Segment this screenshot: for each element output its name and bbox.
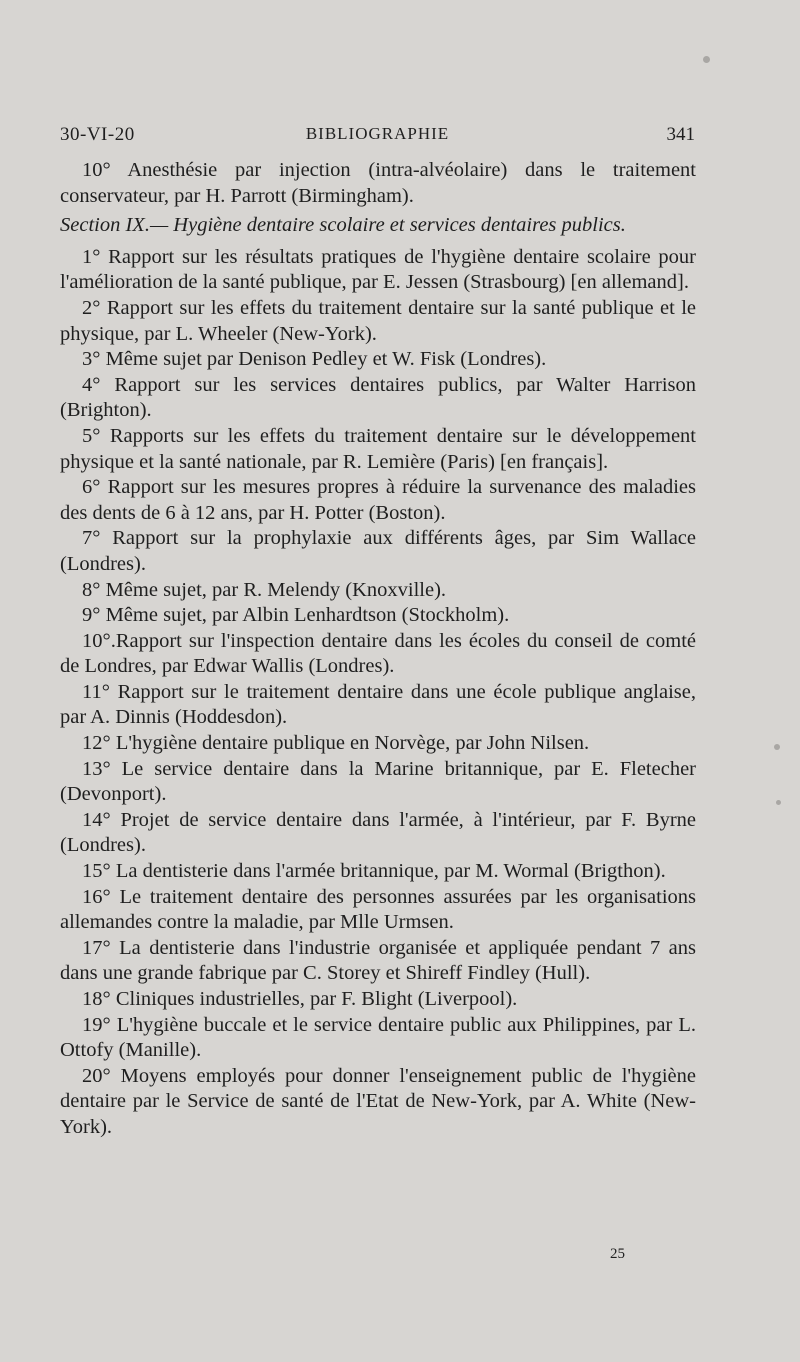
bibliography-entry: 10° Anesthésie par injection (intra-alvéolaire) dans le traitement conservateur, par H. Parrott (Birmingham). <box>60 159 696 207</box>
bibliography-entry: 9° Même sujet, par Albin Lenhardtson (Stockholm). <box>82 604 510 627</box>
section-heading: Section IX.— Hygiène dentaire scolaire et services dentaires publics. <box>60 214 626 237</box>
bibliography-entry: 4° Rapport sur les services dentaires publics, par Walter Harrison (Brighton). <box>60 373 696 422</box>
signature-mark: 25 <box>610 1246 625 1262</box>
bibliography-entry: 19° L'hygiène buccale et le service dentaire public aux Philippines, par L. Ottofy (Manille). <box>60 1013 696 1062</box>
bibliography-entry: 15° La dentisterie dans l'armée britannique, par M. Wormal (Brigthon). <box>82 860 666 883</box>
ink-spot <box>703 56 710 63</box>
bibliography-entry: 1° Rapport sur les résultats pratiques de l'hygiène dentaire scolaire pour l'amélioration de la santé publique, par E. Jessen (Strasbourg) [en allemand]. <box>60 245 696 294</box>
bibliography-entry: 18° Cliniques industrielles, par F. Blight (Liverpool). <box>82 988 518 1010</box>
bibliography-entry: 13° Le service dentaire dans la Marine britannique, par E. Fletecher (Devonport). <box>60 757 696 806</box>
page-body <box>60 158 696 1141</box>
bibliography-entry: 14° Projet de service dentaire dans l'armée, à l'intérieur, par F. Byrne (Londres). <box>60 808 696 857</box>
running-header <box>60 124 695 148</box>
bibliography-entry: 5° Rapports sur les effets du traitement dentaire sur le développement physique et la santé nationale, par R. Lemière (Paris) [en français]. <box>60 424 696 473</box>
ink-spot <box>774 744 780 750</box>
bibliography-entry: 3° Même sujet par Denison Pedley et W. Fisk (Londres). <box>82 348 547 371</box>
bibliography-entry: 8° Même sujet, par R. Melendy (Knoxville). <box>82 578 447 601</box>
page-number: 341 <box>666 124 695 145</box>
header-title: BIBLIOGRAPHIE <box>305 124 450 143</box>
bibliography-entry: 20° Moyens employés pour donner l'enseignement public de l'hygiène dentaire par le Service de santé de l'Etat de New-York, par A. White (New-York). <box>60 1064 696 1138</box>
bibliography-entry: 2° Rapport sur les effets du traitement dentaire sur la santé publique et le physique, par L. Wheeler (New-York). <box>60 296 696 345</box>
bibliography-entry: 17° La dentisterie dans l'industrie organisée et appliquée pendant 7 ans dans une grande fabrique par C. Storey et Shireff Findley (Hull). <box>60 936 696 985</box>
bibliography-entry: 7° Rapport sur la prophylaxie aux différents âges, par Sim Wallace (Londres). <box>60 527 696 575</box>
bibliography-entry: 10°.Rapport sur l'inspection dentaire dans les écoles du conseil de comté de Londres, par Edwar Wallis (Londres). <box>60 629 696 678</box>
bibliography-entry: 11° Rapport sur le traitement dentaire dans une école publique anglaise, par A. Dinnis (Hoddesdon). <box>60 680 696 729</box>
ink-spot <box>776 800 781 805</box>
header-date: 30-VI-20 <box>60 124 135 145</box>
bibliography-entry: 16° Le traitement dentaire des personnes assurées par les organisations allemandes contre la maladie, par Mlle Urmsen. <box>60 885 696 934</box>
bibliography-entry: 12° L'hygiène dentaire publique en Norvège, par John Nilsen. <box>82 732 590 755</box>
bibliography-entry: 6° Rapport sur les mesures propres à réduire la survenance des maladies des dents de 6 à 12 ans, par H. Potter (Boston). <box>60 476 696 524</box>
